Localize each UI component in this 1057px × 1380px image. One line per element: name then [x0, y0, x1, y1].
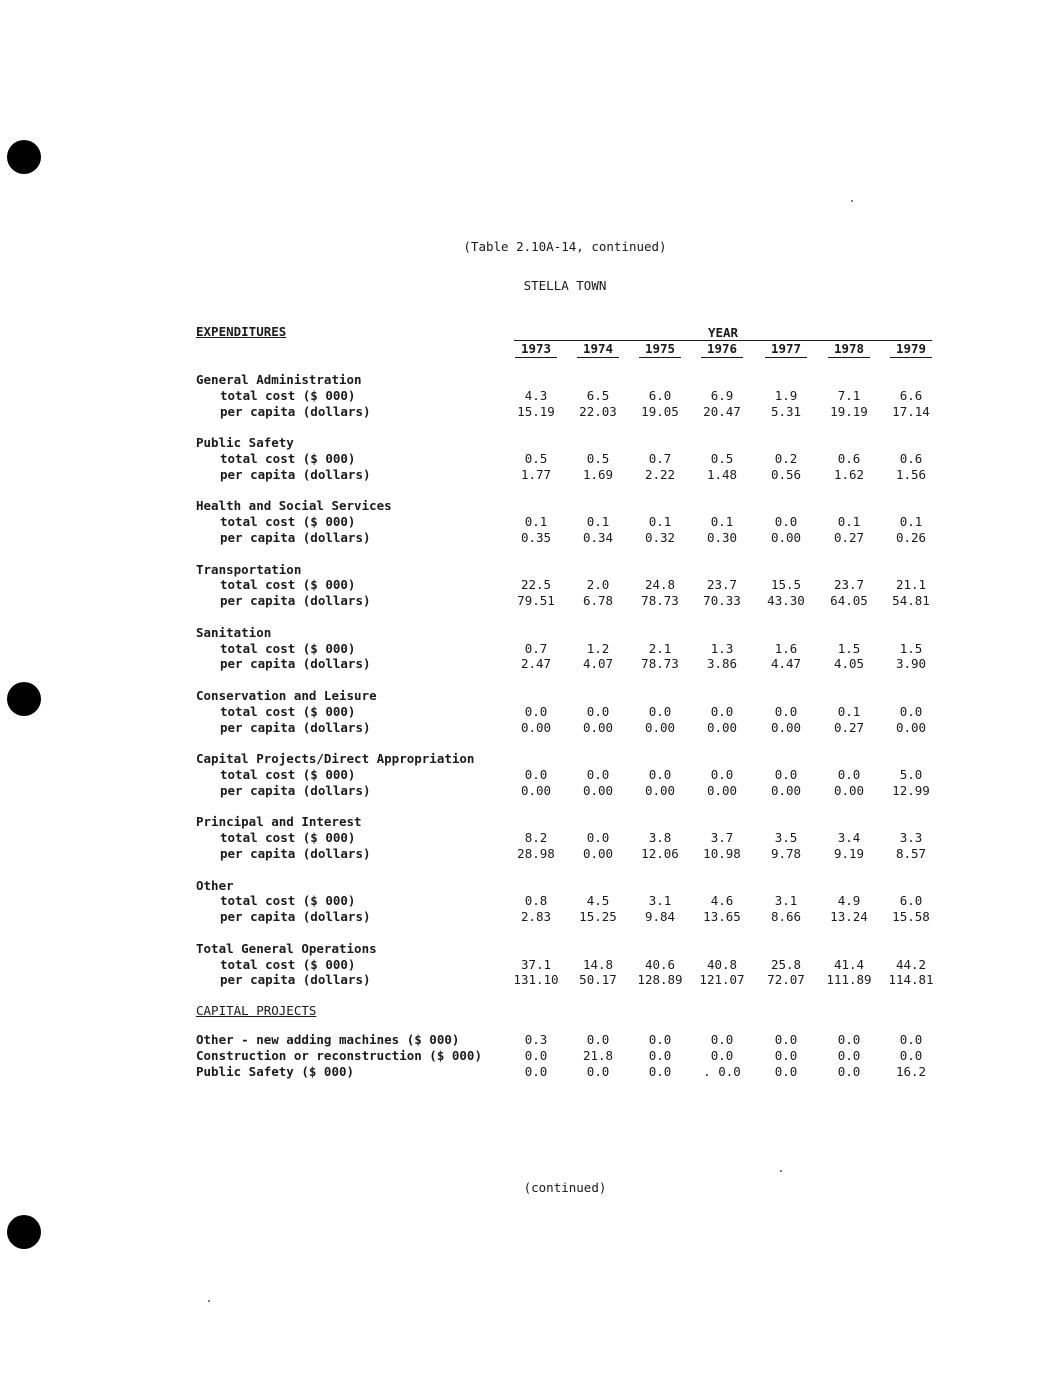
- year-header-1974: 1974: [577, 341, 619, 358]
- per-capita-value: 72.07: [767, 972, 805, 988]
- per-capita-value: 17.14: [892, 403, 930, 419]
- per-capita-value: 50.17: [579, 972, 617, 988]
- total-cost-value: 3.7: [710, 830, 734, 846]
- per-capita-label: per capita (dollars): [220, 403, 371, 419]
- total-cost-label: total cost ($ 000): [220, 767, 356, 782]
- total-cost-value: 0.5: [710, 451, 734, 466]
- per-capita-label: per capita (dollars): [220, 719, 371, 735]
- total-cost-value: 4.5: [586, 893, 610, 909]
- total-cost-value: 5.0: [899, 767, 923, 782]
- per-capita-value: 6.78: [582, 593, 614, 609]
- total-cost-label: total cost ($ 000): [220, 451, 356, 466]
- table-reference: (Table 2.10A-14, continued): [463, 239, 667, 254]
- per-capita-value: 0.35: [520, 530, 552, 545]
- capital-row-value: 0.0: [648, 1063, 672, 1079]
- section-title: Conservation and Leisure: [196, 688, 377, 703]
- per-capita-value: 20.47: [703, 403, 741, 419]
- capital-row-value: 16.2: [895, 1063, 927, 1079]
- per-capita-value: 0.00: [770, 782, 802, 798]
- total-cost-value: 0.0: [710, 767, 734, 782]
- total-cost-value: 1.9: [774, 387, 798, 403]
- capital-row-value: 0.0: [710, 1032, 734, 1047]
- total-cost-value: 0.0: [586, 703, 610, 719]
- section-title: General Administration: [196, 372, 362, 387]
- expenditures-heading: EXPENDITURES: [196, 324, 287, 339]
- total-cost-value: 23.7: [706, 577, 738, 593]
- total-cost-value: 15.5: [770, 577, 802, 593]
- per-capita-value: 10.98: [703, 846, 741, 861]
- per-capita-value: 22.03: [579, 403, 617, 419]
- total-cost-value: 0.0: [524, 703, 548, 719]
- per-capita-value: 43.30: [767, 593, 805, 609]
- capital-row-label: Construction or reconstruction ($ 000): [196, 1047, 482, 1063]
- per-capita-value: 0.32: [644, 530, 676, 545]
- section-title: Principal and Interest: [196, 814, 362, 830]
- per-capita-value: 0.26: [895, 530, 927, 545]
- total-cost-value: 44.2: [895, 956, 927, 972]
- total-cost-value: 0.0: [586, 767, 610, 782]
- per-capita-value: 54.81: [892, 593, 930, 609]
- total-cost-value: 0.5: [524, 451, 548, 466]
- per-capita-value: 5.31: [770, 403, 802, 419]
- per-capita-value: 1.77: [520, 466, 552, 482]
- total-cost-label: total cost ($ 000): [220, 640, 356, 656]
- per-capita-label: per capita (dollars): [220, 846, 371, 861]
- per-capita-value: 1.56: [895, 466, 927, 482]
- total-cost-value: 0.0: [710, 703, 734, 719]
- per-capita-value: 4.05: [833, 656, 865, 672]
- total-cost-value: 41.4: [833, 956, 865, 972]
- per-capita-value: 1.48: [706, 466, 738, 482]
- per-capita-value: 2.22: [644, 466, 676, 482]
- total-cost-value: 1.2: [586, 640, 610, 656]
- per-capita-value: 0.00: [706, 782, 738, 798]
- scan-speck: [851, 200, 853, 202]
- per-capita-value: 28.98: [517, 846, 555, 861]
- total-cost-value: 0.0: [524, 767, 548, 782]
- per-capita-value: 0.00: [770, 719, 802, 735]
- per-capita-value: 2.83: [520, 909, 552, 925]
- total-cost-value: 4.3: [524, 387, 548, 403]
- capital-row-value: 0.0: [648, 1032, 672, 1047]
- total-cost-value: 0.5: [586, 451, 610, 466]
- total-cost-value: 0.1: [648, 514, 672, 530]
- capital-row-value: 0.0: [837, 1063, 861, 1079]
- total-cost-label: total cost ($ 000): [220, 703, 356, 719]
- per-capita-value: 8.57: [895, 846, 927, 861]
- per-capita-value: 0.00: [644, 782, 676, 798]
- per-capita-label: per capita (dollars): [220, 466, 371, 482]
- total-cost-value: 4.9: [837, 893, 861, 909]
- per-capita-value: 0.00: [520, 782, 552, 798]
- per-capita-value: 0.00: [833, 782, 865, 798]
- per-capita-value: 78.73: [641, 656, 679, 672]
- total-cost-value: 2.1: [648, 640, 672, 656]
- per-capita-value: 9.78: [770, 846, 802, 861]
- total-cost-value: 0.0: [837, 767, 861, 782]
- capital-row-value: 0.3: [524, 1032, 548, 1047]
- per-capita-value: 9.84: [644, 909, 676, 925]
- capital-row-label: Public Safety ($ 000): [196, 1063, 355, 1079]
- total-cost-value: 0.0: [774, 514, 798, 530]
- year-header-1975: 1975: [639, 341, 681, 358]
- total-cost-value: 0.6: [837, 451, 861, 466]
- capital-row-value: 0.0: [837, 1032, 861, 1047]
- section-title: Total General Operations: [196, 940, 377, 956]
- total-cost-label: total cost ($ 000): [220, 893, 356, 909]
- total-cost-value: 22.5: [520, 577, 552, 593]
- total-cost-label: total cost ($ 000): [220, 514, 356, 530]
- total-cost-value: 40.8: [706, 956, 738, 972]
- total-cost-value: 6.5: [586, 387, 610, 403]
- punch-hole-middle: [7, 682, 41, 716]
- total-cost-value: 0.0: [648, 703, 672, 719]
- per-capita-value: 0.00: [895, 719, 927, 735]
- capital-row-value: 0.0: [648, 1047, 672, 1063]
- total-cost-value: 1.5: [899, 640, 923, 656]
- capital-row-value: 0.0: [710, 1047, 734, 1063]
- section-title: Other: [196, 877, 234, 893]
- total-cost-value: 4.6: [710, 893, 734, 909]
- capital-row-value: 0.0: [774, 1047, 798, 1063]
- per-capita-value: 3.86: [706, 656, 738, 672]
- punch-hole-top: [7, 140, 41, 174]
- year-header-1976: 1976: [701, 341, 743, 358]
- continued-note: (continued): [523, 1180, 607, 1195]
- total-cost-value: 0.0: [648, 767, 672, 782]
- per-capita-value: 128.89: [637, 972, 683, 988]
- per-capita-value: 114.81: [888, 972, 934, 988]
- per-capita-value: 15.19: [517, 403, 555, 419]
- capital-row-value: 0.0: [899, 1032, 923, 1047]
- per-capita-label: per capita (dollars): [220, 656, 371, 672]
- capital-projects-heading: CAPITAL PROJECTS: [196, 1003, 317, 1018]
- per-capita-value: 131.10: [513, 972, 559, 988]
- per-capita-label: per capita (dollars): [220, 593, 371, 609]
- total-cost-label: total cost ($ 000): [220, 830, 356, 846]
- capital-row-value: 21.8: [582, 1047, 614, 1063]
- section-title: Public Safety: [196, 435, 294, 451]
- scan-speck: [780, 1170, 782, 1172]
- section-title: Capital Projects/Direct Appropriation: [196, 751, 475, 767]
- total-cost-value: 6.9: [710, 387, 734, 403]
- year-header-1973: 1973: [515, 341, 557, 358]
- per-capita-value: 1.69: [582, 466, 614, 482]
- per-capita-label: per capita (dollars): [220, 972, 371, 988]
- town-name: STELLA TOWN: [523, 278, 607, 293]
- per-capita-value: 12.06: [641, 846, 679, 861]
- capital-row-value: 0.0: [586, 1032, 610, 1047]
- total-cost-value: 6.0: [648, 387, 672, 403]
- total-cost-value: 6.6: [899, 387, 923, 403]
- per-capita-label: per capita (dollars): [220, 782, 371, 798]
- per-capita-value: 0.00: [770, 530, 802, 545]
- total-cost-label: total cost ($ 000): [220, 387, 356, 403]
- per-capita-value: 15.25: [579, 909, 617, 925]
- per-capita-value: 0.34: [582, 530, 614, 545]
- total-cost-value: 3.4: [837, 830, 861, 846]
- year-header-1977: 1977: [765, 341, 807, 358]
- capital-row-value: 0.0: [774, 1032, 798, 1047]
- capital-row-label: Other - new adding machines ($ 000): [196, 1032, 460, 1047]
- capital-row-value: . 0.0: [703, 1063, 741, 1079]
- per-capita-value: 78.73: [641, 593, 679, 609]
- total-cost-value: 14.8: [582, 956, 614, 972]
- capital-row-value: 0.0: [774, 1063, 798, 1079]
- per-capita-value: 19.19: [830, 403, 868, 419]
- per-capita-value: 121.07: [699, 972, 745, 988]
- total-cost-value: 25.8: [770, 956, 802, 972]
- per-capita-value: 0.00: [706, 719, 738, 735]
- total-cost-value: 0.6: [899, 451, 923, 466]
- per-capita-value: 1.62: [833, 466, 865, 482]
- total-cost-value: 0.7: [524, 640, 548, 656]
- total-cost-value: 0.0: [774, 767, 798, 782]
- per-capita-value: 64.05: [830, 593, 868, 609]
- per-capita-value: 0.00: [582, 719, 614, 735]
- per-capita-value: 0.00: [520, 719, 552, 735]
- total-cost-value: 37.1: [520, 956, 552, 972]
- total-cost-value: 0.1: [837, 514, 861, 530]
- per-capita-value: 0.27: [833, 719, 865, 735]
- per-capita-value: 0.30: [706, 530, 738, 545]
- per-capita-value: 13.24: [830, 909, 868, 925]
- total-cost-value: 6.0: [899, 893, 923, 909]
- year-header-1978: 1978: [828, 341, 870, 358]
- per-capita-value: 12.99: [892, 782, 930, 798]
- total-cost-value: 0.0: [586, 830, 610, 846]
- per-capita-value: 2.47: [520, 656, 552, 672]
- capital-row-value: 0.0: [524, 1047, 548, 1063]
- year-header-1979: 1979: [890, 341, 932, 358]
- capital-row-value: 0.0: [524, 1063, 548, 1079]
- scan-speck: [208, 1300, 210, 1302]
- total-cost-value: 1.5: [837, 640, 861, 656]
- per-capita-value: 0.00: [644, 719, 676, 735]
- total-cost-value: 0.1: [899, 514, 923, 530]
- capital-row-value: 0.0: [837, 1047, 861, 1063]
- total-cost-value: 0.1: [586, 514, 610, 530]
- per-capita-label: per capita (dollars): [220, 530, 371, 545]
- total-cost-value: 3.8: [648, 830, 672, 846]
- total-cost-value: 0.1: [710, 514, 734, 530]
- total-cost-value: 24.8: [644, 577, 676, 593]
- punch-hole-bottom: [7, 1215, 41, 1249]
- per-capita-value: 0.00: [582, 846, 614, 861]
- total-cost-value: 3.5: [774, 830, 798, 846]
- section-title: Health and Social Services: [196, 498, 392, 514]
- per-capita-value: 3.90: [895, 656, 927, 672]
- per-capita-value: 19.05: [641, 403, 679, 419]
- per-capita-value: 4.07: [582, 656, 614, 672]
- total-cost-value: 0.2: [774, 451, 798, 466]
- per-capita-value: 13.65: [703, 909, 741, 925]
- per-capita-value: 70.33: [703, 593, 741, 609]
- section-title: Transportation: [196, 561, 302, 577]
- per-capita-value: 111.89: [826, 972, 872, 988]
- total-cost-label: total cost ($ 000): [220, 577, 356, 593]
- per-capita-value: 15.58: [892, 909, 930, 925]
- per-capita-value: 0.00: [582, 782, 614, 798]
- per-capita-value: 79.51: [517, 593, 555, 609]
- total-cost-value: 0.0: [774, 703, 798, 719]
- total-cost-value: 21.1: [895, 577, 927, 593]
- total-cost-value: 3.3: [899, 830, 923, 846]
- total-cost-value: 0.8: [524, 893, 548, 909]
- total-cost-value: 0.7: [648, 451, 672, 466]
- capital-row-value: 0.0: [899, 1047, 923, 1063]
- year-heading: YEAR: [707, 325, 739, 340]
- total-cost-value: 8.2: [524, 830, 548, 846]
- total-cost-value: 1.3: [710, 640, 734, 656]
- total-cost-label: total cost ($ 000): [220, 956, 356, 972]
- total-cost-value: 0.1: [837, 703, 861, 719]
- per-capita-value: 0.56: [770, 466, 802, 482]
- total-cost-value: 1.6: [774, 640, 798, 656]
- total-cost-value: 7.1: [837, 387, 861, 403]
- per-capita-value: 0.27: [833, 530, 865, 545]
- total-cost-value: 2.0: [586, 577, 610, 593]
- per-capita-label: per capita (dollars): [220, 909, 371, 925]
- capital-row-value: 0.0: [586, 1063, 610, 1079]
- per-capita-value: 4.47: [770, 656, 802, 672]
- section-title: Sanitation: [196, 624, 272, 640]
- total-cost-value: 3.1: [648, 893, 672, 909]
- per-capita-value: 8.66: [770, 909, 802, 925]
- total-cost-value: 0.0: [899, 703, 923, 719]
- total-cost-value: 40.6: [644, 956, 676, 972]
- total-cost-value: 23.7: [833, 577, 865, 593]
- per-capita-value: 9.19: [833, 846, 865, 861]
- total-cost-value: 3.1: [774, 893, 798, 909]
- total-cost-value: 0.1: [524, 514, 548, 530]
